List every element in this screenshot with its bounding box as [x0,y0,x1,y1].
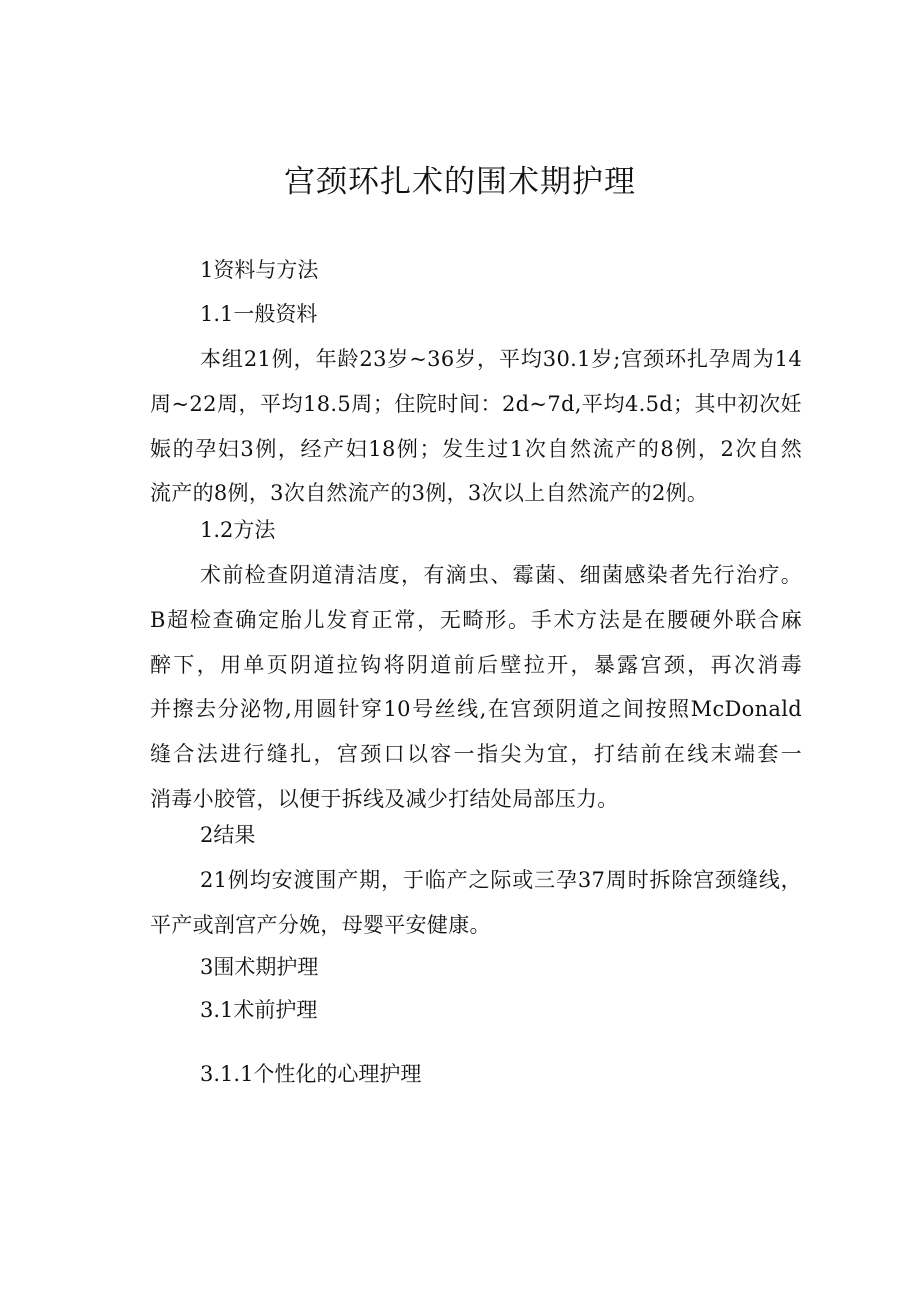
paragraph-line: 流产的8例，3次自然流产的3例，3次以上自然流产的2例。 [150,481,709,506]
subsection-heading-3-1-1: 3.1.1个性化的心理护理 [200,1062,422,1086]
paragraph-line: 娠的孕妇3例，经产妇18例；发生过1次自然流产的8例，2次自然 [150,436,802,461]
section-heading-1: 1资料与方法 [200,258,319,282]
subsection-heading-1-2: 1.2方法 [200,518,276,542]
paragraph-line: 醉下，用单页阴道拉钩将阴道前后壁拉开，暴露宫颈，再次消毒 [150,652,802,677]
document-title: 宫颈环扎术的围术期护理 [284,164,636,200]
paragraph-line: B超检查确定胎儿发育正常，无畸形。手术方法是在腰硬外联合麻 [150,607,802,632]
paragraph-line: 术前检查阴道清洁度，有滴虫、霉菌、细菌感染者先行治疗。 [200,563,802,587]
paragraph-results [150,858,802,948]
paragraph-line: 并擦去分泌物,用圆针穿10号丝线,在宫颈阴道之间按照McDonald [150,697,802,722]
paragraph-line: 本组21例，年龄23岁~36岁，平均30.1岁;宫颈环扎孕周为14 [200,347,802,371]
paragraph-methods [150,553,802,822]
paragraph-line: 消毒小胶管，以便于拆线及减少打结处局部压力。 [150,786,619,811]
paragraph-line: 缝合法进行缝扎，宫颈口以容一指尖为宜，打结前在线末端套一 [150,742,802,767]
subsection-heading-3-1: 3.1术前护理 [200,998,318,1022]
paragraph-line: 21例均安渡围产期，于临产之际或三孕37周时拆除宫颈缝线， [200,868,802,892]
section-heading-3: 3围术期护理 [200,955,319,979]
section-heading-2: 2结果 [200,823,256,847]
paragraph-general-info [150,337,802,516]
subsection-heading-1-1: 1.1一般资料 [200,302,318,326]
paragraph-line: 周~22周，平均18.5周；住院时间：2d~7d,平均4.5d；其中初次妊 [150,391,802,416]
paragraph-line: 平产或剖宫产分娩，母婴平安健康。 [150,912,491,937]
